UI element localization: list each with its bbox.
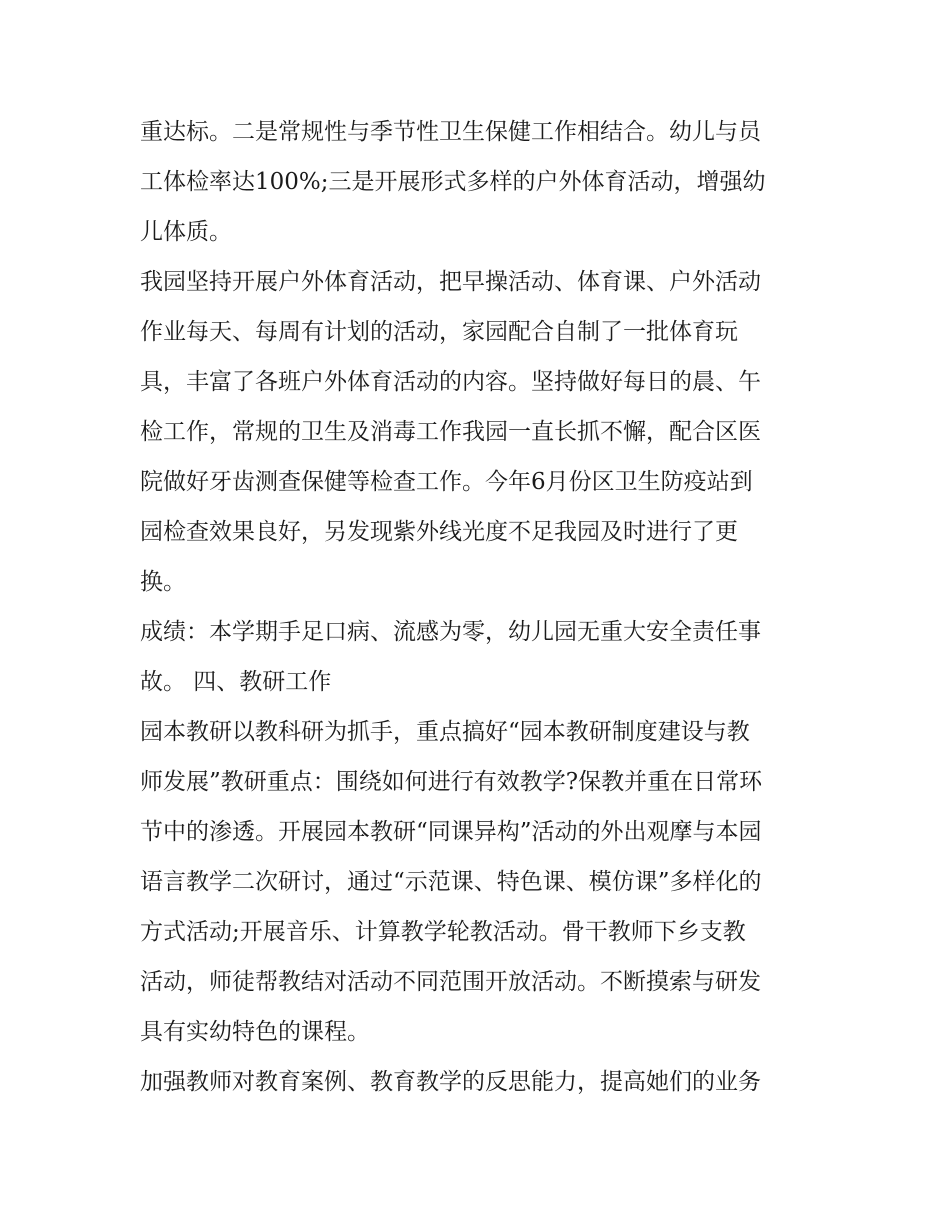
text-line: 具有实幼特色的课程。 (140, 1019, 370, 1045)
text-line: 活动，师徒帮教结对活动不同范围开放活动。不断摸索与研发 (140, 969, 761, 995)
text-line: 加强教师对教育案例、教育教学的反思能力，提高她们的业务 (140, 1069, 761, 1095)
text-line: 儿体质。 (140, 219, 232, 245)
text-line: 师发展”教研重点：围绕如何进行有效教学?保教并重在日常环 (140, 769, 763, 795)
text-line: 方式活动;开展音乐、计算教学轮教活动。骨干教师下乡支教 (140, 919, 746, 945)
text-line: 语言教学二次研讨，通过“示范课、特色课、模仿课”多样化的 (140, 869, 762, 895)
text-line: 我园坚持开展户外体育活动，把早操活动、体育课、户外活动 (140, 269, 761, 295)
text-line: 院做好牙齿测查保健等检查工作。今年6月份区卫生防疫站到 (140, 469, 753, 495)
text-line: 成绩：本学期手足口病、流感为零，幼儿园无重大安全责任事 (140, 619, 761, 645)
text-line: 作业每天、每周有计划的活动，家园配合自制了一批体育玩 (140, 319, 738, 345)
text-line: 检工作，常规的卫生及消毒工作我园一直长抓不懈，配合区医 (140, 419, 761, 445)
text-line: 重达标。二是常规性与季节性卫生保健工作相结合。幼儿与员 (140, 119, 761, 145)
text-line: 换。 (140, 569, 186, 595)
text-line: 故。 四、教研工作 (140, 669, 332, 695)
document-body (140, 107, 820, 1107)
text-line: 具，丰富了各班户外体育活动的内容。坚持做好每日的晨、午 (140, 369, 761, 395)
text-line: 节中的渗透。开展园本教研“同课异构”活动的外出观摩与本园 (140, 819, 762, 845)
text-line: 园检查效果良好，另发现紫外线光度不足我园及时进行了更 (140, 519, 738, 545)
text-line: 园本教研以教科研为抓手，重点搞好“园本教研制度建设与教 (140, 719, 750, 745)
text-line: 工体检率达100%;三是开展形式多样的户外体育活动，增强幼 (140, 169, 766, 195)
